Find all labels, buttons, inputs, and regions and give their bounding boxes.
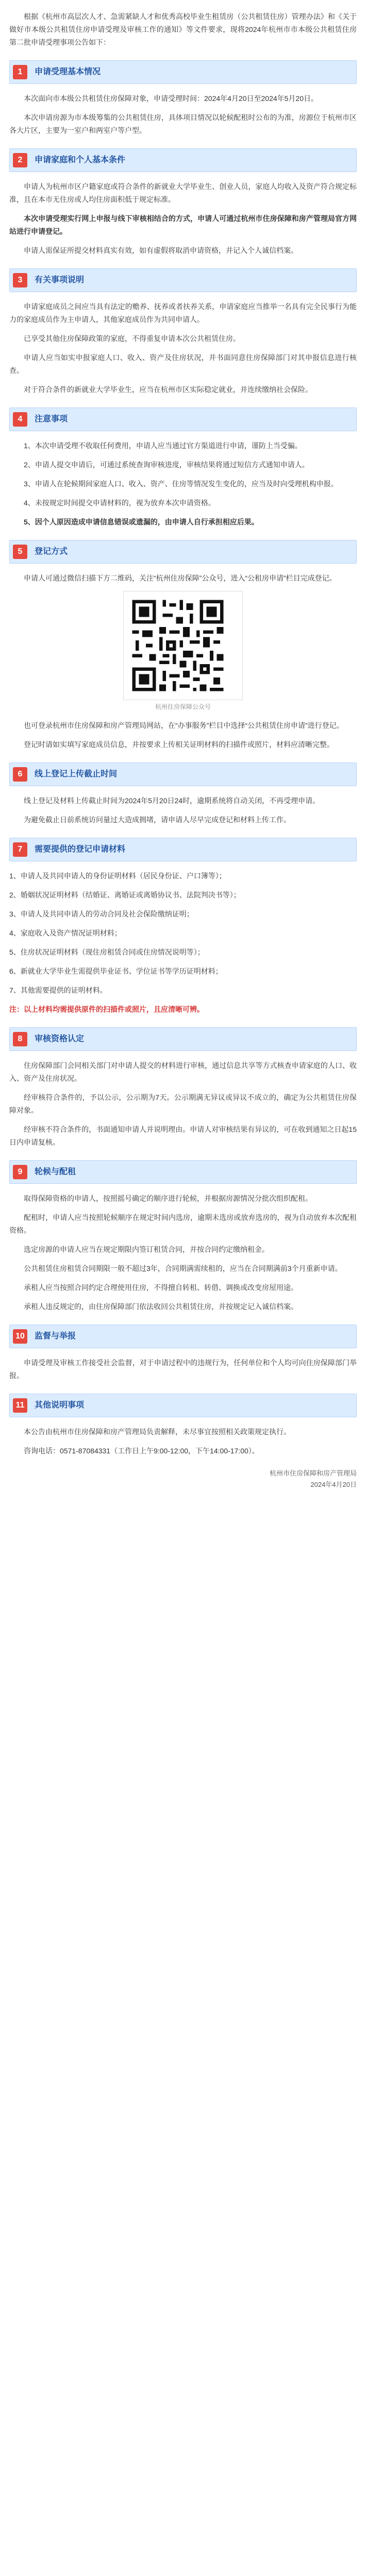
list-item: 2、婚姻状况证明材料（结婚证、离婚证或离婚协议书、法院判决书等）；	[9, 891, 241, 899]
list-item: 1、申请人及共同申请人的身份证明材料（居民身份证、户口簿等）；	[9, 872, 226, 880]
paragraph: 为避免截止日前系统访问量过大造成拥堵，请申请人尽早完成登记和材料上传工作。	[24, 816, 291, 824]
paragraph: 登记时请如实填写家庭成员信息，并按要求上传相关证明材料的扫描件或照片，材料应清晰完整。	[24, 740, 334, 749]
section-header-11	[9, 1394, 357, 1417]
paragraph: 已享受其他住房保障政策的家庭，不得重复申请本次公共租赁住房。	[24, 334, 240, 343]
paragraph: 也可登录杭州市住房保障和房产管理局网站，在“办事服务”栏目中选择“公共租赁住房申请”进行登记。	[24, 721, 344, 730]
paragraph: 配租时，申请人应当按照轮候顺序在规定时间内选房，逾期未选房或放弃选房的，视为自动放弃本次配租资格。	[9, 1213, 357, 1234]
paragraph: 本次申请房源为市本级筹集的公共租赁住房，具体项目情况以轮候配租时公布的为准，房源位于杭州市区各大片区，主要为一室户和两室户等户型。	[9, 113, 357, 134]
qr-code-box	[123, 591, 243, 700]
section-header-6	[9, 762, 357, 786]
paragraph: 承租人应当按照合同约定合理使用住房，不得擅自转租、转借、调换或改变房屋用途。	[24, 1283, 298, 1292]
section-number: 1	[13, 65, 27, 79]
paragraph: 申请家庭成员之间应当具有法定的赡养、抚养或者扶养关系，申请家庭应当推举一名具有完全民事行为能力的家庭成员作为主申请人，其他家庭成员作为共同申请人。	[9, 302, 357, 324]
section-number: 8	[13, 1032, 27, 1046]
section-number: 11	[13, 1398, 27, 1413]
section-header-2	[9, 148, 357, 172]
paragraph: 本次面向市本级公共租赁住房保障对象，申请受理时间：2024年4月20日至2024年5月20日。	[24, 94, 319, 103]
paragraph: 经审核符合条件的，予以公示，公示期为7天。公示期满无异议或异议不成立的，确定为公共租赁住房保障对象。	[9, 1093, 357, 1114]
paragraph: 取得保障资格的申请人，按照摇号确定的顺序进行轮候，并根据房源情况分批次组织配租。	[24, 1194, 312, 1202]
paragraph: 申请人可通过微信扫描下方二维码，关注“杭州住房保障”公众号，进入“公租房申请”栏目完成登记。	[24, 574, 337, 582]
section-number: 9	[13, 1165, 27, 1179]
paragraph: 2、申请人提交申请后，可通过系统查询审核进度，审核结果将通过短信方式通知申请人。	[24, 461, 309, 469]
paragraph: 3、申请人在轮候期间家庭人口、收入、资产、住房等情况发生变化的，应当及时向受理机构申报。	[24, 480, 338, 488]
list-item: 7、其他需要提供的证明材料。	[9, 986, 107, 994]
section-number: 7	[13, 842, 27, 857]
section-title: 监督与举报	[35, 1332, 76, 1341]
paragraph: 选定房源的申请人应当在规定期限内签订租赁合同，并按合同约定缴纳租金。	[24, 1245, 269, 1253]
section-number: 5	[13, 545, 27, 559]
paragraph-bold: 本次申请受理实行网上申报与线下审核相结合的方式，申请人可通过杭州市住房保障和房产管理局官方网站进行申请登记。	[9, 214, 357, 235]
paragraph: 申请人应当如实申报家庭人口、收入、资产及住房状况，并书面同意住房保障部门对其申报信息进行核查。	[9, 353, 357, 375]
section-title: 申请家庭和个人基本条件	[35, 156, 126, 164]
paragraph: 申请受理及审核工作接受社会监督，对于申请过程中的违规行为，任何单位和个人均可向住房保障部门举报。	[9, 1359, 357, 1380]
materials-note: 注：以上材料均需提供原件的扫描件或照片，且应清晰可辨。	[9, 1005, 204, 1013]
article-footer	[9, 1468, 357, 1490]
section-title: 需要提供的登记申请材料	[35, 845, 126, 854]
section-header-10	[9, 1325, 357, 1348]
paragraph: 本公告由杭州市住房保障和房产管理局负责解释，未尽事宜按照相关政策规定执行。	[24, 1428, 291, 1436]
section-header-3	[9, 268, 357, 292]
paragraph: 经审核不符合条件的，书面通知申请人并说明理由。申请人对审核结果有异议的，可在收到通知之日起15日内申请复核。	[9, 1125, 357, 1146]
section-number: 3	[13, 273, 27, 287]
list-item: 3、申请人及共同申请人的劳动合同及社会保险缴纳证明；	[9, 910, 194, 918]
list-item: 4、家庭收入及资产情况证明材料；	[9, 929, 122, 937]
section-header-8	[9, 1027, 357, 1051]
section-header-4	[9, 408, 357, 431]
section-header-5	[9, 540, 357, 564]
section-title: 有关事项说明	[35, 276, 85, 284]
section-title: 审核资格认定	[35, 1035, 85, 1043]
section-title: 线上登记上传截止时间	[35, 770, 118, 778]
section-header-7	[9, 838, 357, 861]
qr-code-image	[129, 597, 227, 694]
paragraph: 承租人违反规定的，由住房保障部门依法收回公共租赁住房，并按规定记入诚信档案。	[24, 1302, 298, 1311]
section-title: 注意事项	[35, 415, 68, 423]
paragraph: 对于符合条件的新就业大学毕业生，应当在杭州市区实际稳定就业，并连续缴纳社会保险。	[24, 385, 312, 394]
section-number: 4	[13, 412, 27, 427]
paragraph: 线上登记及材料上传截止时间为2024年5月20日24时，逾期系统将自动关闭，不再受理申请。	[24, 796, 320, 805]
section-title: 申请受理基本情况	[35, 67, 101, 76]
paragraph: 公共租赁住房租赁合同期限一般不超过3年，合同期满需续租的，应当在合同期满前3个月重新申请。	[24, 1264, 342, 1273]
section-title: 登记方式	[35, 547, 68, 556]
section-title: 其他说明事项	[35, 1401, 85, 1410]
section-title: 轮候与配租	[35, 1167, 76, 1176]
section-number: 6	[13, 767, 27, 782]
intro-paragraph: 根据《杭州市高层次人才、急需紧缺人才和优秀高校毕业生租赁房（公共租赁住房）管理办法》和《关于做好市本级公共租赁住房申请受理及审核工作的通知》等文件要求，现将2024年杭州市市本级公共租赁住房第二批申请受理事项公告如下：	[9, 12, 357, 46]
paragraph: 申请人需保证所提交材料真实有效，如有虚假将取消申请资格，并记入个人诚信档案。	[24, 246, 298, 255]
list-item: 5、住房状况证明材料（现住房租赁合同或住房情况说明等）；	[9, 948, 205, 956]
paragraph: 申请人为杭州市区户籍家庭或符合条件的新就业大学毕业生、创业人员，家庭人均收入及资产符合规定标准，且在本市无住房或人均住房面积低于规定标准。	[9, 182, 357, 204]
paragraph: 4、未按规定时间提交申请材料的，视为放弃本次申请资格。	[24, 499, 215, 507]
section-number: 10	[13, 1329, 27, 1344]
paragraph: 住房保障部门会同相关部门对申请人提交的材料进行审核，通过信息共享等方式核查申请家庭的人口、收入、资产及住房状况。	[9, 1061, 357, 1082]
qr-code-icon	[129, 597, 227, 694]
paragraph: 咨询电话：0571-87084331（工作日上午9:00-12:00，下午14:00-17:00）。	[24, 1447, 259, 1455]
footer-date: 2024年4月20日	[310, 1481, 357, 1488]
paragraph-bold: 5、因个人原因造成申请信息错误或遗漏的，由申请人自行承担相应后果。	[24, 518, 259, 526]
section-header-1	[9, 60, 357, 84]
paragraph: 1、本次申请受理不收取任何费用，申请人应当通过官方渠道进行申请，谨防上当受骗。	[24, 442, 302, 450]
list-item: 6、新就业大学毕业生需提供毕业证书、学位证书等学历证明材料；	[9, 967, 223, 975]
qr-code-caption: 杭州住房保障公众号	[155, 703, 211, 710]
footer-organization: 杭州市住房保障和房产管理局	[269, 1469, 357, 1477]
section-header-9	[9, 1160, 357, 1184]
section-number: 2	[13, 153, 27, 167]
